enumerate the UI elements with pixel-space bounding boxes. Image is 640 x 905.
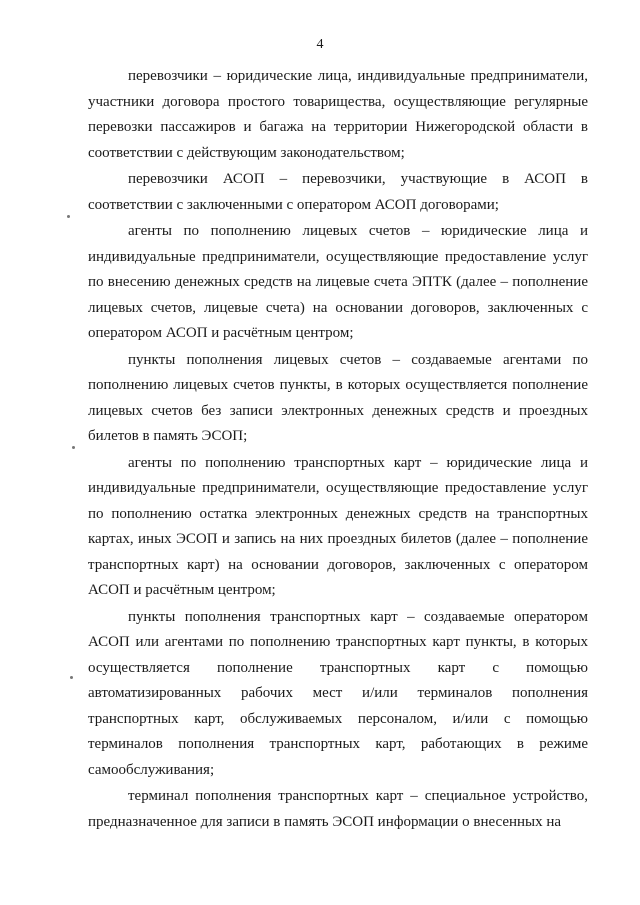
scan-dot	[67, 215, 70, 218]
paragraph-card-terminal: терминал пополнения транспортных карт – специальное устройство, предназначенное для записи в память ЭСОП информации о внесенных на	[88, 788, 588, 830]
paragraph-carriers: перевозчики – юридические лица, индивидуальные предприниматели, участники договора простого товарищества, осуществляющие регулярные перевозки пассажиров и багажа на территории Нижегородской области в соответствии с действующим законодательством;	[88, 68, 588, 161]
page-number: 4	[316, 37, 324, 52]
paragraph-asop-carriers: перевозчики АСОП – перевозчики, участвующие в АСОП в соответствии с заключенными с оператором АСОП договорами;	[88, 171, 588, 213]
paragraph-account-agents: агенты по пополнению лицевых счетов – юридические лица и индивидуальные предприниматели, осуществляющие предоставление услуг по внесению денежных средств на лицевые счета ЭПТК (далее – пополнение лицевых счетов, лицевые счета) на основании договоров, заключенных с оператором АСОП и расчётным центром;	[88, 223, 588, 341]
paragraph-account-points: пункты пополнения лицевых счетов – создаваемые агентами по пополнению лицевых счетов пункты, в которых осуществляется пополнение лицевых счетов без записи электронных денежных средств и проездных билетов в память ЭСОП;	[88, 351, 588, 444]
paragraph-card-points: пункты пополнения транспортных карт – создаваемые оператором АСОП или агентами по пополнению транспортных карт пункты, в которых осуществляется пополнение транспортных карт с помощью автоматизированных рабочих мест и/или терминалов пополнения транспортных карт, обслуживаемых персоналом, и/или с помощью терминалов пополнения транспортных карт, работающих в режиме самообслуживания;	[88, 608, 588, 778]
scan-dot	[70, 676, 73, 679]
paragraph-card-agents: агенты по пополнению транспортных карт – юридические лица и индивидуальные предприниматели, осуществляющие предоставление услуг по пополнению остатка электронных денежных средств на транспортных картах, иных ЭСОП и запись на них проездных билетов (далее – пополнение транспортных карт) на основании договоров, заключенных с оператором АСОП и расчётным центром;	[88, 454, 588, 598]
scan-dot	[72, 446, 75, 449]
document-body	[88, 64, 588, 835]
